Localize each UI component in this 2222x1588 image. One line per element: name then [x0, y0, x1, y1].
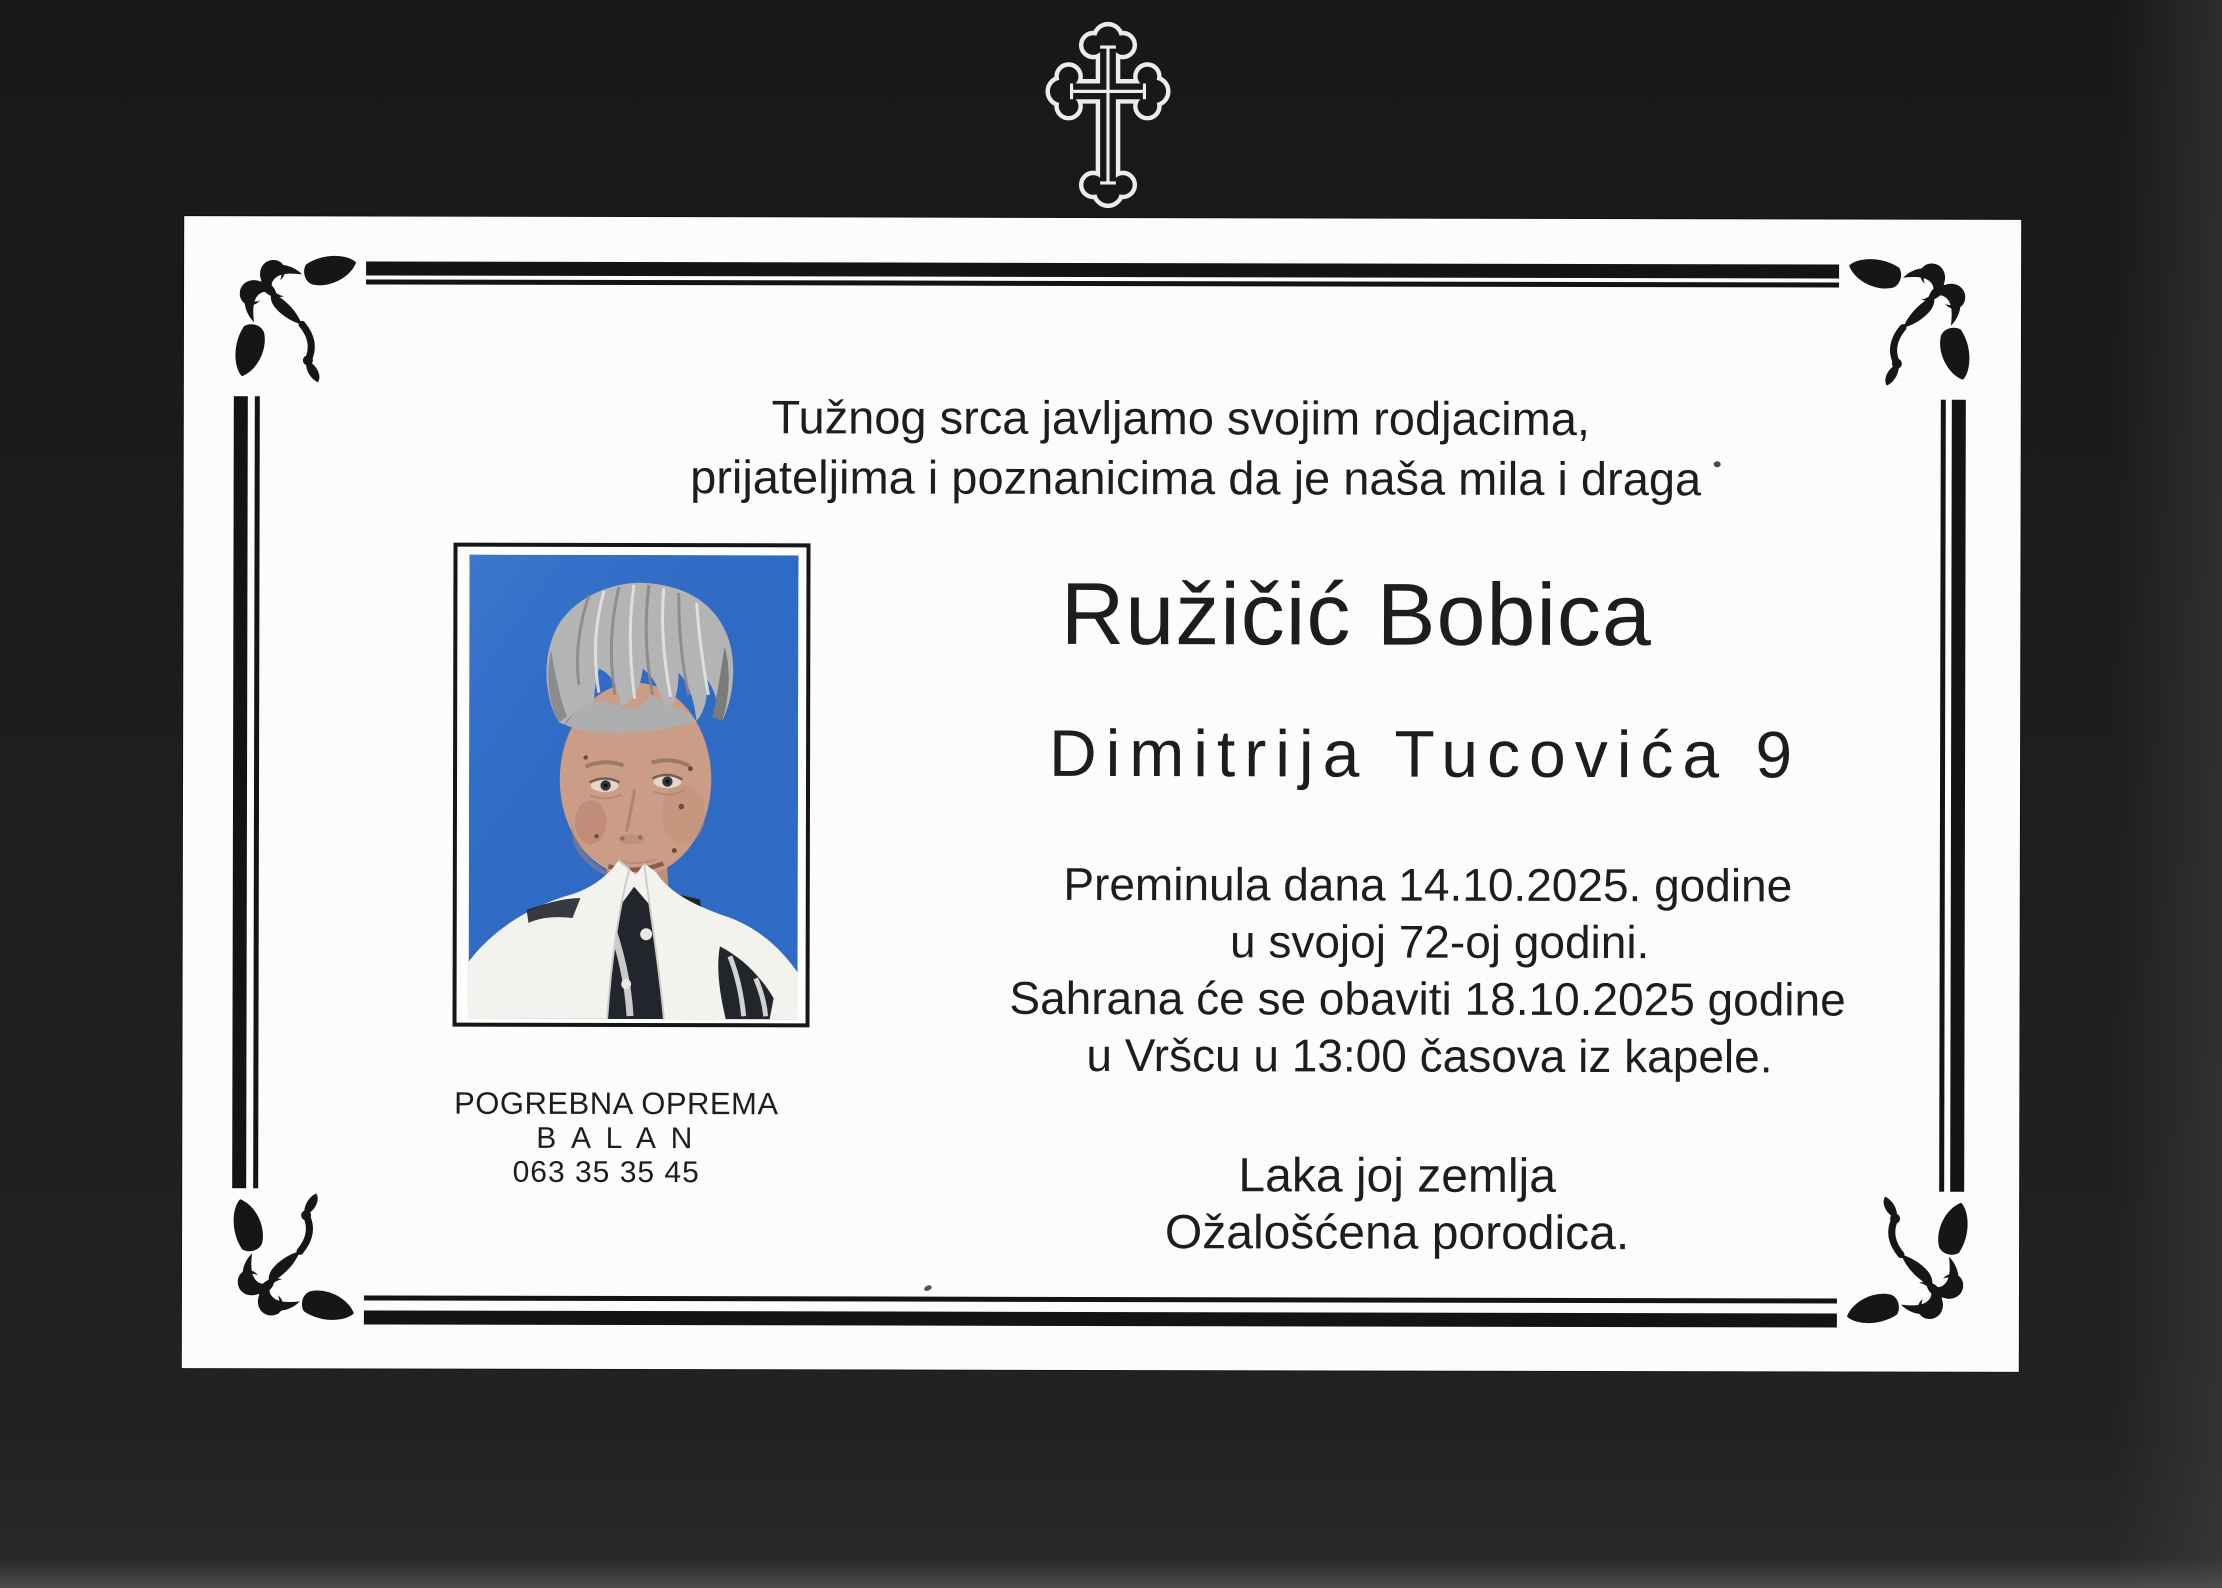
details-line-3: Sahrana će se obaviti 18.10.2025 godine: [1009, 971, 1846, 1026]
intro-line-1: Tužnog srca javljamo svojim rodjacima,: [771, 390, 1591, 446]
scan-edge-shading: [0, 1558, 2222, 1588]
deceased-portrait: [469, 555, 799, 1020]
corner-flourish-icon: [1842, 252, 1977, 387]
corner-flourish-icon: [228, 248, 363, 383]
scan-artifact: [1714, 461, 1721, 467]
photo-frame: [453, 543, 811, 1028]
deceased-name: Ružičić Bobica: [1060, 563, 1653, 665]
details-line-1: Preminula dana 14.10.2025. godine: [1063, 857, 1793, 912]
funeral-home-line-1: POGREBNA OPREMA: [454, 1085, 779, 1122]
closing-line-1: Laka joj zemlja: [1238, 1149, 1556, 1203]
obituary-card: [182, 216, 2021, 1372]
details-line-4: u Vršcu u 13:00 časova iz kapele.: [1086, 1028, 1773, 1083]
intro-line-2: prijateljima i poznanicima da je naša mila i draga: [690, 450, 1702, 506]
corner-flourish-icon: [1840, 1196, 1975, 1331]
corner-flourish-icon: [226, 1192, 361, 1327]
orthodox-cross-icon: [1043, 20, 1173, 210]
funeral-home-line-2: B A L A N: [536, 1121, 697, 1156]
details-line-2: u svojoj 72-oj godini.: [1229, 915, 1650, 969]
funeral-home-phone: 063 35 35 45: [512, 1155, 700, 1190]
deceased-address: Dimitrija Tucovića 9: [1048, 715, 1802, 792]
closing-line-2: Ožalošćena porodica.: [1164, 1206, 1630, 1261]
scan-edge-shading: [2112, 0, 2222, 1588]
